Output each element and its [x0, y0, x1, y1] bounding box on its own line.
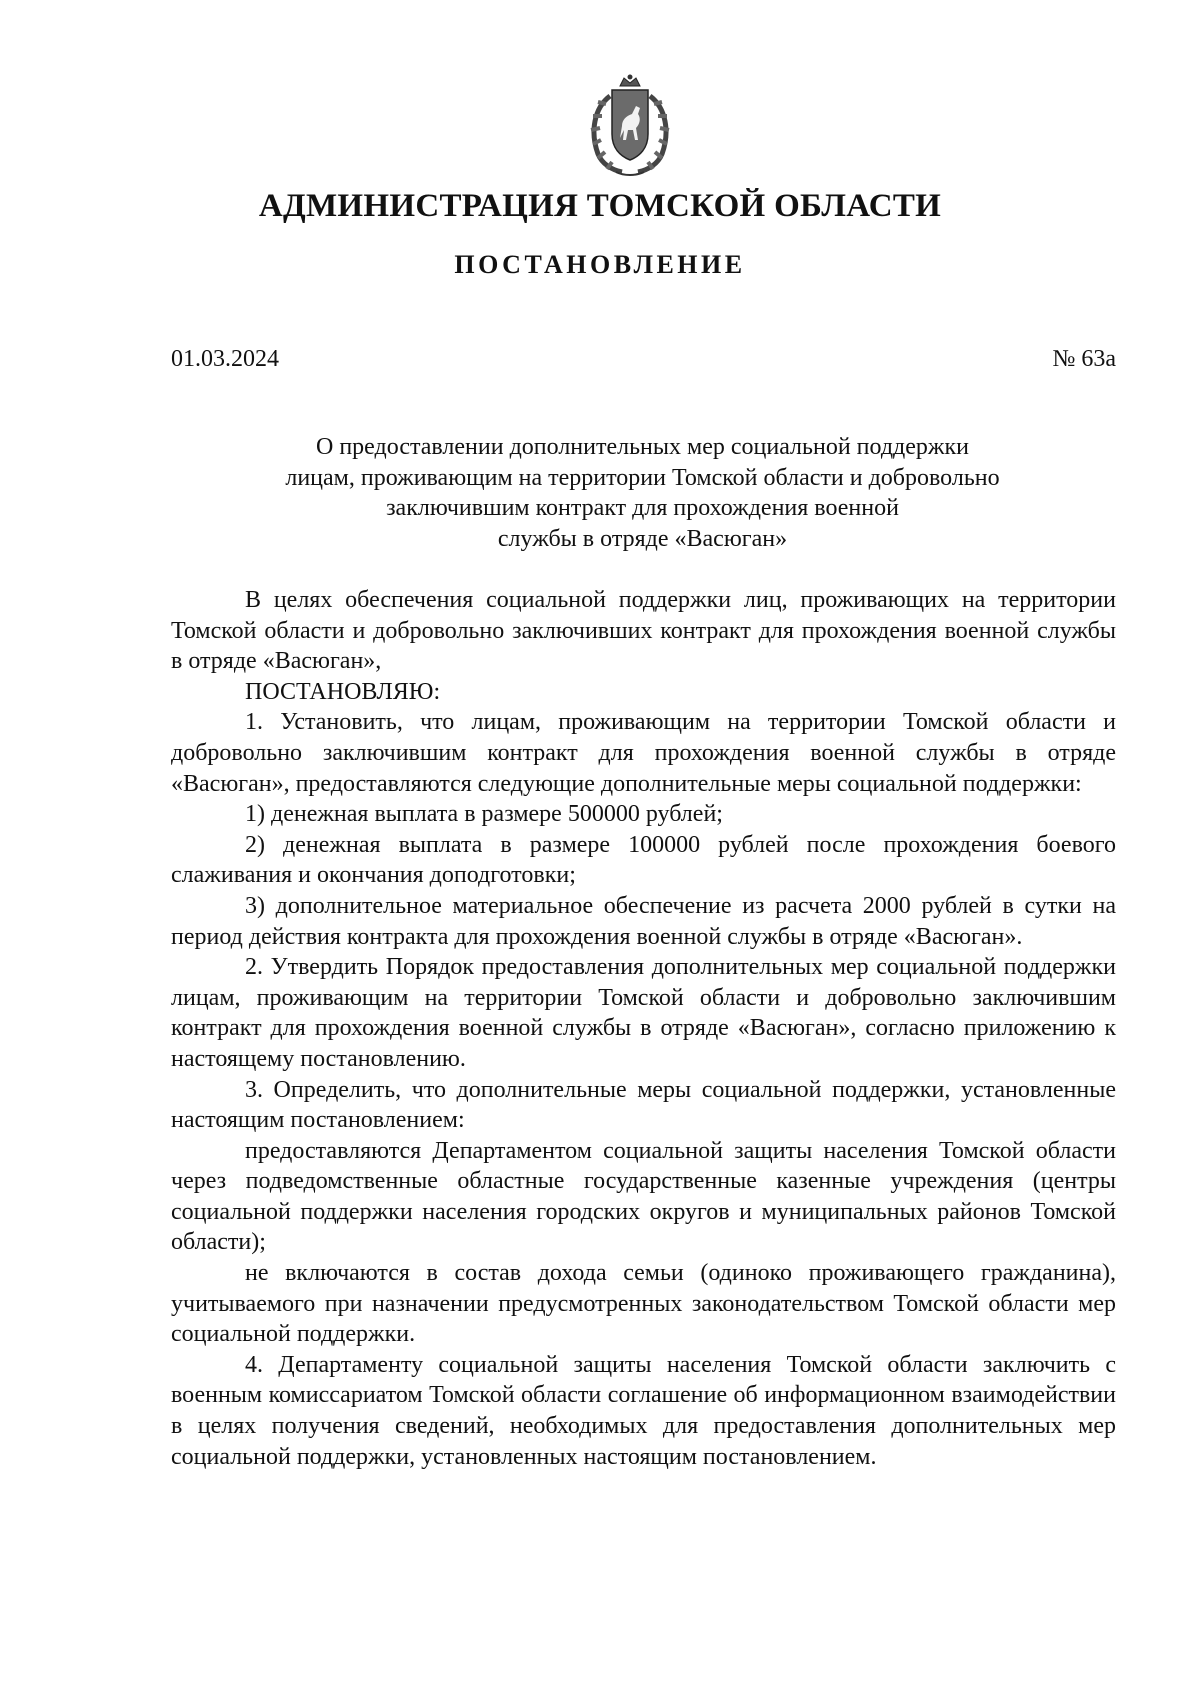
body-paragraph-item-2: 2. Утвердить Порядок предоставления дополнительных мер социальной поддержки лицам, проживающим на территории Томской области и добровольно заключившим контракт для прохождения военной службы в отряде «Васюган», согласно приложению к настоящему постановлению. — [171, 954, 1116, 1072]
subject-line: лицам, проживающим на территории Томской области и добровольно — [285, 464, 1000, 491]
body-paragraph-item-4: 4. Департаменту социальной защиты населения Томской области заключить с военным комиссариатом Томской области соглашение об информационном взаимодействии в целях получения сведений, необходимых для предоставления дополнительных мер социальной поддержки, установленных настоящим постановлением. — [171, 1351, 1116, 1470]
tomsk-oblast-coat-of-arms-icon — [584, 72, 676, 180]
document-date: 01.03.2024 — [171, 346, 279, 372]
organization-title: АДМИНИСТРАЦИЯ ТОМСКОЙ ОБЛАСТИ — [258, 188, 942, 224]
document-type: ПОСТАНОВЛЕНИЕ — [454, 250, 746, 279]
subject-line: службы в отряде «Васюган» — [497, 525, 788, 552]
document-body — [171, 585, 1116, 1472]
document-meta-row — [171, 344, 1116, 374]
subject-line: О предоставлении дополнительных мер социальной поддержки — [316, 434, 969, 460]
body-paragraph-subitem-1: 1) денежная выплата в размере 500000 рублей; — [245, 801, 723, 828]
body-paragraph-item-3: 3. Определить, что дополнительные меры социальной поддержки, установленные настоящим постановлением: — [171, 1076, 1116, 1134]
body-paragraph-resolve: ПОСТАНОВЛЯЮ: — [245, 678, 441, 705]
subject-line: заключившим контракт для прохождения военной — [386, 495, 899, 521]
body-paragraph-item-3-exclusion: не включаются в состав дохода семьи (одиноко проживающего гражданина), учитываемого при назначении предусмотренных законодательством Томской области мер социальной поддержки. — [171, 1260, 1116, 1348]
body-paragraph-item-3-provision: предоставляются Департаментом социальной защиты населения Томской области через подведомственные областные государственные казенные учреждения (центры социальной поддержки населения городских округов и муниципальных районов Томской области); — [171, 1137, 1116, 1256]
body-paragraph-item-1: 1. Установить, что лицам, проживающим на территории Томской области и добровольно заключившим контракт для прохождения военной службы в отряде «Васюган», предоставляются следующие дополнительные меры социальной поддержки: — [171, 709, 1116, 797]
document-number: № 63а — [1052, 346, 1116, 372]
body-paragraph-subitem-2: 2) денежная выплата в размере 100000 рублей после прохождения боевого слаживания и окончания доподготовки; — [171, 831, 1116, 889]
document-subject — [200, 432, 1085, 554]
body-paragraph-subitem-3: 3) дополнительное материальное обеспечение из расчета 2000 рублей в сутки на период действия контракта для прохождения военной службы в отряде «Васюган». — [171, 892, 1116, 950]
body-paragraph-preamble: В целях обеспечения социальной поддержки лиц, проживающих на территории Томской области и добровольно заключивших контракт для прохождения военной службы в отряде «Васюган», — [171, 587, 1116, 675]
